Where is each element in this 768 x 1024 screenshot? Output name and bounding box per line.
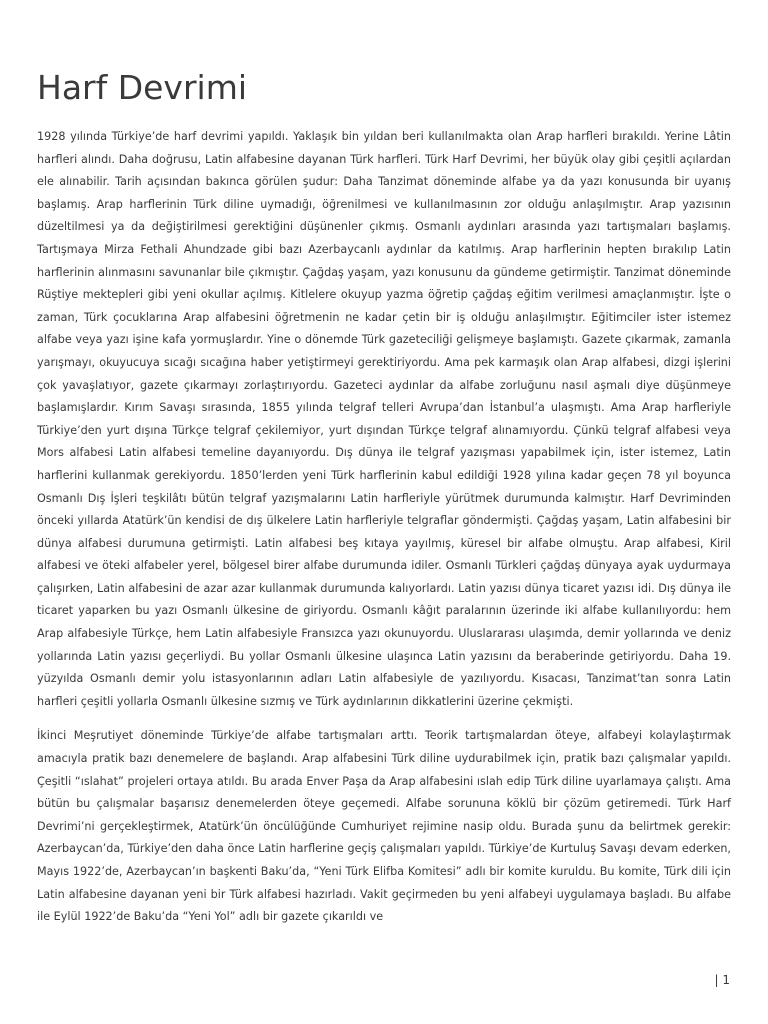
paragraph-2: İkinci Meşrutiyet döneminde Türkiye’de alfabe tartışmaları arttı. Teorik tartışmalardan öteye, alfabeyi kolaylaştırmak amacıyla pratik bazı denemelere de başlandı. Arap alfabesini Türk diline uydurabilmek için, pratik bazı çalışmalar yapıldı. Çeşitli “ıslahat” projeleri ortaya atıldı. Bu arada Enver Paşa da Arap alfabesini ıslah edip Türk diline uyarlamaya çalıştı. Ama bütün bu çalışmalar başarısız denemelerden öteye geçemedi. Alfabe sorununa köklü bir çözüm getiremedi. Türk Harf Devrimi’ni gerçekleştirmek, Atatürk’ün öncülüğünde Cumhuriyet rejimine nasip oldu. Burada şunu da belirtmek gerekir: Azerbaycan’da, Türkiye’den daha önce Latin harflerine geçiş çalışmaları yapıldı. Türkiye’de Kurtuluş Savaşı devam ederken, Mayıs 1922’de, Azerbaycan’ın başkenti Baku’da, “Yeni Türk Elifba Komitesi” adlı bir komite kuruldu. Bu komite, Türk dili için Latin alfabesine dayanan yeni bir Türk alfabesi hazırladı. Vakit geçirmeden bu yeni alfabeyi uygulamaya başladı. Bu alfabe ile Eylül 1922’de Baku’da “Yeni Yol” adlı bir gazete çıkarıldı ve	[37, 729, 731, 924]
page-number: 1	[722, 973, 730, 987]
page-title: Harf Devrimi	[37, 68, 248, 107]
document-page	[37, 64, 731, 941]
page-footer	[714, 973, 730, 987]
paragraph-1: 1928 yılında Türkiye’de harf devrimi yapıldı. Yaklaşık bin yıldan beri kullanılmakta olan Arap harfleri bırakıldı. Yerine Lâtin harfleri alındı. Daha doğrusu, Latin alfabesine dayanan Türk harfleri. Türk Harf Devrimi, her büyük olay gibi çeşitli açılardan ele alınabilir. Tarih açısından bakınca görülen şudur: Daha Tanzimat döneminde alfabe ya da yazı konusunda bir uyanış başlamış. Arap harflerinin Türk diline uymadığı, öğrenilmesi ve kullanılmasının zor olduğu anlaşılmıştır. Arap yazısının düzeltilmesi ya da değiştirilmesi gerektiğini düşünenler çıkmış. Osmanlı aydınları arasında yazı tartışmaları başlamış. Tartışmaya Mirza Fethali Ahundzade gibi bazı Azerbaycanlı aydınlar da katılmış. Arap harflerinin hepten bırakılıp Latin harflerinin alınmasını savunanlar bile çıkmıştır. Çağdaş yaşam, yazı konusunu da gündeme getirmiştir. Tanzimat döneminde Rüştiye mektepleri gibi yeni okullar açılmış. Kitlelere okuyup yazma öğretip çağdaş eğitim verilmesi amaçlanmıştır. İşte o zaman, Türk çocuklarına Arap alfabesini öğretmenin ne kadar çetin bir iş olduğu anlaşılmıştır. Eğitimciler ister istemez alfabe veya yazı işine kafa yormuşlardır. Yine o dönemde Türk gazeteciliği gelişmeye başlamıştı. Gazete çıkarmak, zamanla yarışmayı, okuyucuya sıcağı sıcağına haber yetiştirmeyi gerektiriyordu. Ama pek karmaşık olan Arap alfabesi, dizgi işlerini çok yavaşlatıyor, gazete çıkarmayı zorlaştırıyordu. Gazeteci aydınlar da alfabe zorluğunu nasıl aşmalı diye düşünmeye başlamışlardır. Kırım Savaşı sırasında, 1855 yılında telgraf telleri Avrupa’dan İstanbul’a ulaşmıştı. Ama Arap harfleriyle Türkiye’den yurt dışına Türkçe telgraf çekilemiyor, yurt dışından Türkçe telgraf alınamıyordu. Çünkü telgraf alfabesi veya Mors alfabesi Latin alfabesi temeline dayanıyordu. Dış dünya ile telgraf yazışması yapabilmek için, ister istemez, Latin harflerini kullanmak gerekiyordu. 1850’lerden yeni Türk harflerinin kabul edildiği 1928 yılına kadar geçen 78 yıl boyunca Osmanlı Dış İşleri teşkilâtı bütün telgraf yazışmalarını Latin harfleriyle yürütmek durumunda kalmıştır. Harf Devriminden önceki yıllarda Atatürk’ün kendisi de dış ülkelere Latin harfleriyle telgraflar göndermişti. Çağdaş yaşam, Latin alfabesini bir dünya alfabesi durumuna getirmişti. Latin alfabesi beş kıtaya yayılmış, küresel bir alfabe olmuştu. Arap alfabesi, Kiril alfabesi ve öteki alfabeler yerel, bölgesel birer alfabe durumunda idiler. Osmanlı Türkleri çağdaş dünyaya ayak uydurmaya çalışırken, Latin alfabesini de azar azar kullanmak durumunda kalıyorlardı. Latin yazısı dünya ticaret yazısı idi. Dış dünya ile ticaret yaparken bu yazı Osmanlı ülkesine de giriyordu. Osmanlı kâğıt paralarının üzerinde iki alfabe kullanılıyordu: hem Arap alfabesiyle Türkçe, hem Latin alfabesiyle Fransızca yazı okunuyordu. Uluslararası ulaşımda, demir yollarında ve deniz yollarında Latin yazısı geçerliydi. Bu yollar Osmanlı ülkesine ulaşınca Latin yazısını da beraberinde getiriyordu. Daha 19. yüzyılda Osmanlı demir yolu istasyonlarının adları Latin alfabesiyle de yazılıyordu. Kısacası, Tanzimat’tan sonra Latin harfleri çeşitli yollarla Osmanlı ülkesine sızmış ve Türk aydınlarının dikkatlerini üzerine çekmişti.	[37, 130, 731, 708]
footer-separator: |	[714, 973, 719, 987]
